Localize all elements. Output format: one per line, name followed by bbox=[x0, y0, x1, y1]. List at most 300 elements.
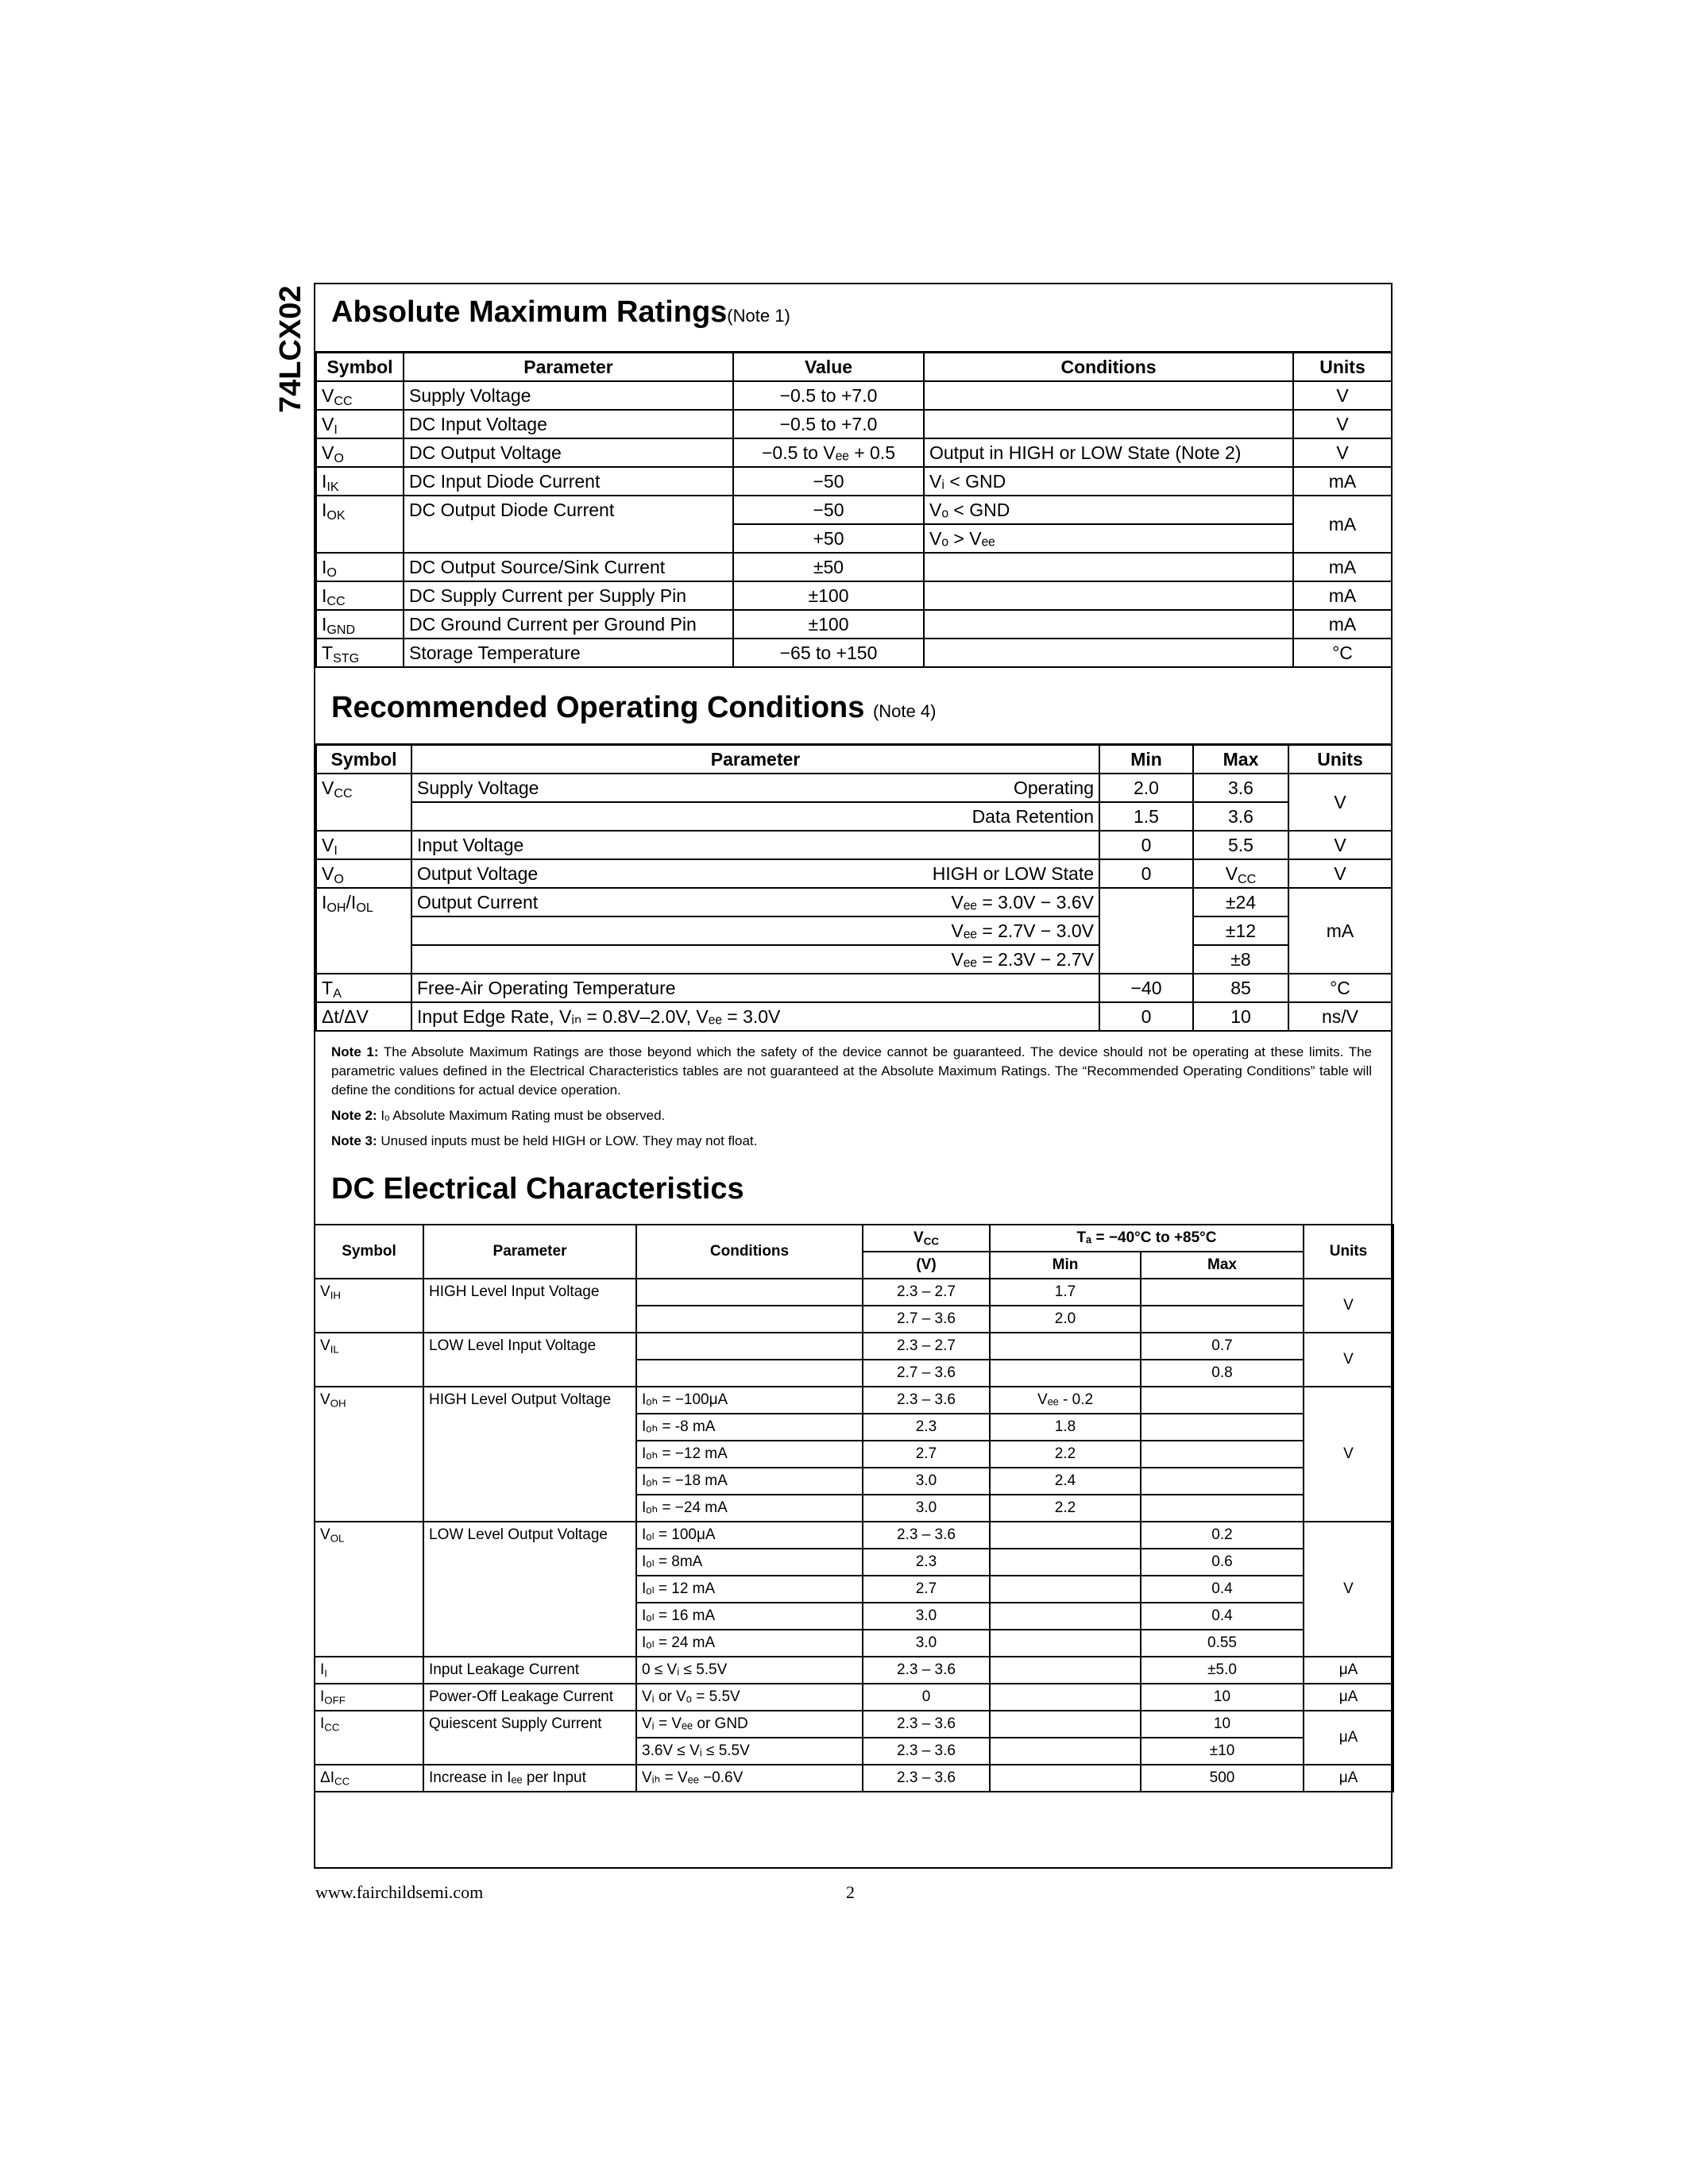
symbol-subscript: O bbox=[334, 451, 344, 466]
dc-conditions bbox=[636, 1306, 863, 1333]
note-1 bbox=[331, 1043, 1372, 1100]
dc-vcc: 2.3 – 2.7 bbox=[863, 1333, 990, 1360]
abs-max-units: V bbox=[1293, 410, 1392, 438]
dc-min bbox=[990, 1603, 1141, 1630]
abs-max-parameter: DC Input Voltage bbox=[404, 410, 733, 438]
dc-max: 0.8 bbox=[1141, 1360, 1304, 1387]
abs-max-symbol bbox=[316, 410, 404, 438]
dc-max: ±10 bbox=[1141, 1738, 1304, 1765]
rec-op-parameter-detail: Vₑₑ = 2.3V − 2.7V bbox=[951, 949, 1094, 970]
dc-row bbox=[315, 1657, 1393, 1684]
symbol-subscript: OL bbox=[330, 1532, 345, 1545]
symbol-subscript: CC bbox=[326, 594, 346, 609]
dc-units: μA bbox=[1304, 1765, 1393, 1792]
rec-op-title-text: Recommended Operating Conditions bbox=[331, 691, 865, 724]
abs-max-symbol bbox=[316, 639, 404, 667]
abs-max-conditions: Output in HIGH or LOW State (Note 2) bbox=[924, 438, 1293, 467]
rec-op-max bbox=[1193, 974, 1288, 1002]
dc-symbol bbox=[315, 1333, 423, 1387]
rec-op-units: °C bbox=[1288, 974, 1392, 1002]
rec-op-parameter-split bbox=[417, 889, 1094, 916]
rec-op-symbol bbox=[316, 859, 411, 888]
dc-min bbox=[990, 1549, 1141, 1576]
rec-op-parameter-split bbox=[417, 1003, 1094, 1030]
rec-op-parameter bbox=[411, 831, 1099, 859]
abs-max-parameter: Supply Voltage bbox=[404, 381, 733, 410]
dc-parameter: Power-Off Leakage Current bbox=[423, 1684, 636, 1711]
dc-units: V bbox=[1304, 1333, 1393, 1387]
dc-min bbox=[990, 1333, 1141, 1360]
note-2-label: Note 2: bbox=[331, 1108, 377, 1123]
rec-op-max bbox=[1193, 774, 1288, 802]
abs-max-symbol bbox=[316, 467, 404, 496]
abs-max-parameter: DC Output Diode Current bbox=[404, 496, 733, 553]
dc-header-symbol: Symbol bbox=[315, 1225, 423, 1279]
dc-header-vcc-unit: (V) bbox=[863, 1252, 990, 1279]
abs-max-row bbox=[316, 496, 1392, 524]
abs-max-conditions: Vₒ < GND bbox=[924, 496, 1293, 524]
rec-op-parameter-detail: Vₑₑ = 3.0V − 3.6V bbox=[951, 892, 1094, 913]
rec-op-note: (Note 4) bbox=[872, 701, 937, 721]
dc-row bbox=[315, 1684, 1393, 1711]
dc-vcc: 2.7 – 3.6 bbox=[863, 1306, 990, 1333]
symbol-subscript: GND bbox=[326, 623, 356, 638]
footer-page-number: 2 bbox=[846, 1882, 855, 1902]
dc-conditions bbox=[636, 1333, 863, 1360]
rec-op-header-cell: Symbol bbox=[316, 745, 411, 774]
dc-table bbox=[314, 1224, 1394, 1792]
dc-header-vcc-sub: CC bbox=[923, 1235, 939, 1248]
rec-op-min: 2.0 bbox=[1099, 774, 1193, 802]
symbol-text: V bbox=[322, 414, 334, 434]
note-3 bbox=[331, 1132, 1372, 1151]
rec-op-parameter-split bbox=[417, 860, 1094, 887]
abs-max-parameter: Storage Temperature bbox=[404, 639, 733, 667]
rec-op-row bbox=[316, 774, 1392, 802]
dc-conditions: Iₒₕ = −100μA bbox=[636, 1387, 863, 1414]
rec-op-header-row bbox=[316, 745, 1392, 774]
footer-url[interactable]: www.fairchildsemi.com bbox=[315, 1882, 484, 1902]
dc-header-vcc-v: V bbox=[914, 1229, 924, 1246]
abs-max-value: ±100 bbox=[733, 610, 924, 639]
rec-op-header-cell: Max bbox=[1193, 745, 1288, 774]
dc-header-max: Max bbox=[1141, 1252, 1304, 1279]
dc-conditions: Iₒₗ = 8mA bbox=[636, 1549, 863, 1576]
part-number-vertical: 74LCX02 bbox=[274, 285, 307, 413]
symbol-subscript: CC bbox=[334, 1775, 350, 1788]
symbol-subscript: O bbox=[326, 565, 337, 581]
dc-parameter: Input Leakage Current bbox=[423, 1657, 636, 1684]
dc-vcc: 2.3 bbox=[863, 1414, 990, 1441]
dc-conditions bbox=[636, 1279, 863, 1306]
abs-max-conditions: Vᵢ < GND bbox=[924, 467, 1293, 496]
dc-max bbox=[1141, 1414, 1304, 1441]
abs-max-conditions bbox=[924, 553, 1293, 581]
dc-symbol bbox=[315, 1684, 423, 1711]
dc-conditions: 3.6V ≤ Vᵢ ≤ 5.5V bbox=[636, 1738, 863, 1765]
dc-conditions: Vᵢₕ = Vₑₑ −0.6V bbox=[636, 1765, 863, 1792]
symbol-subscript: IK bbox=[326, 480, 339, 495]
abs-max-header-cell: Conditions bbox=[924, 353, 1293, 382]
abs-max-row bbox=[316, 438, 1392, 467]
abs-max-units: mA bbox=[1293, 553, 1392, 581]
rec-op-parameter bbox=[411, 974, 1099, 1002]
symbol-subscript: OH bbox=[330, 1397, 346, 1410]
dc-conditions: 0 ≤ Vᵢ ≤ 5.5V bbox=[636, 1657, 863, 1684]
rec-op-symbol bbox=[316, 774, 411, 831]
dc-min bbox=[990, 1684, 1141, 1711]
symbol-text: V bbox=[320, 1337, 330, 1354]
symbol-text: I bbox=[320, 1661, 325, 1678]
dc-units: μA bbox=[1304, 1684, 1393, 1711]
symbol-subscript: I bbox=[324, 1667, 327, 1680]
abs-max-value: −0.5 to +7.0 bbox=[733, 410, 924, 438]
symbol-text: I bbox=[320, 1715, 325, 1732]
rec-op-symbol bbox=[316, 1002, 411, 1031]
dc-max: 10 bbox=[1141, 1711, 1304, 1738]
abs-max-conditions bbox=[924, 581, 1293, 610]
abs-max-parameter: DC Ground Current per Ground Pin bbox=[404, 610, 733, 639]
symbol-subscript: CC bbox=[334, 394, 353, 409]
abs-max-parameter: DC Output Voltage bbox=[404, 438, 733, 467]
dc-row bbox=[315, 1387, 1393, 1414]
rec-op-row bbox=[316, 859, 1392, 888]
rec-op-parameter-text: Free-Air Operating Temperature bbox=[417, 978, 676, 998]
symbol-subscript: CC bbox=[324, 1721, 340, 1734]
dc-units: V bbox=[1304, 1387, 1393, 1522]
symbol-text: T bbox=[322, 642, 334, 663]
abs-max-header-cell: Units bbox=[1293, 353, 1392, 382]
rec-op-max-text: V bbox=[1225, 863, 1238, 884]
dc-min bbox=[990, 1711, 1141, 1738]
dc-max bbox=[1141, 1468, 1304, 1495]
abs-max-units: mA bbox=[1293, 581, 1392, 610]
abs-max-units: V bbox=[1293, 438, 1392, 467]
rec-op-parameter bbox=[411, 945, 1099, 974]
dc-min bbox=[990, 1576, 1141, 1603]
abs-max-symbol bbox=[316, 438, 404, 467]
abs-max-units: V bbox=[1293, 381, 1392, 410]
rec-op-units: mA bbox=[1288, 888, 1392, 974]
rec-op-parameter-detail: Operating bbox=[1013, 778, 1094, 798]
dc-row bbox=[315, 1765, 1393, 1792]
rec-op-row bbox=[316, 888, 1392, 916]
abs-max-conditions bbox=[924, 610, 1293, 639]
dc-conditions: Iₒₕ = −18 mA bbox=[636, 1468, 863, 1495]
symbol-subscript: IH bbox=[330, 1289, 341, 1302]
rec-op-max-text: 5.5 bbox=[1228, 835, 1253, 855]
rec-op-max: ±8 bbox=[1193, 945, 1288, 974]
dc-parameter: HIGH Level Input Voltage bbox=[423, 1279, 636, 1333]
abs-max-parameter: DC Output Source/Sink Current bbox=[404, 553, 733, 581]
rec-op-row bbox=[316, 974, 1392, 1002]
abs-max-symbol bbox=[316, 496, 404, 553]
dc-units: V bbox=[1304, 1279, 1393, 1333]
abs-max-conditions: Vₒ > Vₑₑ bbox=[924, 524, 1293, 553]
dc-header-ta: Tₐ = −40°C to +85°C bbox=[990, 1225, 1304, 1252]
dc-max: 0.6 bbox=[1141, 1549, 1304, 1576]
rec-op-max bbox=[1193, 1002, 1288, 1031]
symbol-subscript: OFF bbox=[324, 1694, 346, 1707]
rec-op-max bbox=[1193, 859, 1288, 888]
rec-op-parameter-detail: Vₑₑ = 2.7V − 3.0V bbox=[951, 920, 1094, 941]
dc-vcc: 0 bbox=[863, 1684, 990, 1711]
symbol-text: V bbox=[322, 835, 334, 855]
note-2 bbox=[331, 1106, 1372, 1125]
rec-op-parameter bbox=[411, 916, 1099, 945]
abs-max-conditions bbox=[924, 639, 1293, 667]
rec-op-units: V bbox=[1288, 774, 1392, 831]
dc-conditions: Vᵢ = Vₑₑ or GND bbox=[636, 1711, 863, 1738]
dc-units: μA bbox=[1304, 1711, 1393, 1765]
rec-op-header-cell: Parameter bbox=[411, 745, 1099, 774]
dc-min: Vₑₑ - 0.2 bbox=[990, 1387, 1141, 1414]
abs-max-header-cell: Parameter bbox=[404, 353, 733, 382]
dc-min bbox=[990, 1657, 1141, 1684]
rec-op-parameter-text: Input Voltage bbox=[417, 835, 524, 855]
abs-max-row bbox=[316, 410, 1392, 438]
dc-row bbox=[315, 1279, 1393, 1306]
dc-conditions bbox=[636, 1360, 863, 1387]
symbol-text: V bbox=[320, 1391, 330, 1408]
rec-op-parameter-split bbox=[417, 974, 1094, 1001]
abs-max-value: +50 bbox=[733, 524, 924, 553]
symbol-subscript: STG bbox=[333, 651, 360, 666]
dc-min: 1.7 bbox=[990, 1279, 1141, 1306]
dc-parameter: Increase in Iₑₑ per Input bbox=[423, 1765, 636, 1792]
abs-max-row bbox=[316, 639, 1392, 667]
rec-op-title bbox=[331, 691, 936, 725]
dc-vcc: 2.7 bbox=[863, 1576, 990, 1603]
symbol-subscript: I bbox=[334, 843, 338, 859]
dc-header-conditions: Conditions bbox=[636, 1225, 863, 1279]
dc-conditions: Iₒₕ = −12 mA bbox=[636, 1441, 863, 1468]
rec-op-header-cell: Min bbox=[1099, 745, 1193, 774]
symbol-text: V bbox=[320, 1283, 330, 1300]
dc-min: 2.2 bbox=[990, 1495, 1141, 1522]
abs-max-value: −50 bbox=[733, 467, 924, 496]
abs-max-units: mA bbox=[1293, 496, 1392, 553]
rec-op-row bbox=[316, 831, 1392, 859]
dc-vcc: 2.7 bbox=[863, 1441, 990, 1468]
rec-op-parameter bbox=[411, 774, 1099, 802]
symbol-text: V bbox=[320, 1526, 330, 1543]
abs-max-value: ±100 bbox=[733, 581, 924, 610]
dc-symbol bbox=[315, 1657, 423, 1684]
rec-op-max: 3.6 bbox=[1193, 802, 1288, 831]
content-frame bbox=[314, 283, 1393, 1869]
rec-op-min: 0 bbox=[1099, 831, 1193, 859]
symbol-text: V bbox=[322, 442, 334, 463]
dc-min: 2.2 bbox=[990, 1441, 1141, 1468]
dc-symbol bbox=[315, 1522, 423, 1657]
note-1-label: Note 1: bbox=[331, 1044, 379, 1059]
dc-vcc: 2.3 – 2.7 bbox=[863, 1279, 990, 1306]
abs-max-row bbox=[316, 610, 1392, 639]
abs-max-title-text: Absolute Maximum Ratings bbox=[331, 295, 728, 329]
dc-symbol bbox=[315, 1711, 423, 1765]
symbol-text: I bbox=[322, 500, 327, 520]
rec-op-max-text: 3.6 bbox=[1228, 778, 1253, 798]
rec-op-parameter bbox=[411, 888, 1099, 916]
rec-op-parameter-split bbox=[417, 832, 1094, 859]
rec-op-parameter bbox=[411, 1002, 1099, 1031]
dc-conditions: Iₒₗ = 16 mA bbox=[636, 1603, 863, 1630]
dc-vcc: 2.3 – 3.6 bbox=[863, 1657, 990, 1684]
abs-max-row bbox=[316, 381, 1392, 410]
dc-min bbox=[990, 1360, 1141, 1387]
symbol-text: V bbox=[322, 863, 334, 884]
abs-max-value: −65 to +150 bbox=[733, 639, 924, 667]
abs-max-row bbox=[316, 581, 1392, 610]
note-1-text: The Absolute Maximum Ratings are those beyond which the safety of the device cannot be guaranteed. The device should not be operating at these limits. The parametric values defined in the Electrical Characteristics tables are not guaranteed at the Absolute Maximum Ratings. The “Recommended Operating Conditions” table will define the conditions for actual device operation. bbox=[331, 1044, 1372, 1098]
dc-max: ±5.0 bbox=[1141, 1657, 1304, 1684]
rec-op-parameter-split bbox=[417, 917, 1094, 944]
abs-max-header-cell: Value bbox=[733, 353, 924, 382]
symbol-subscript: A bbox=[333, 986, 342, 1001]
rec-op-symbol bbox=[316, 888, 411, 974]
dc-max bbox=[1141, 1387, 1304, 1414]
rec-op-header-cell: Units bbox=[1288, 745, 1392, 774]
dc-max bbox=[1141, 1279, 1304, 1306]
dc-header-vcc bbox=[863, 1225, 990, 1252]
rec-op-row bbox=[316, 1002, 1392, 1031]
rec-op-symbol bbox=[316, 831, 411, 859]
dc-vcc: 2.3 – 3.6 bbox=[863, 1765, 990, 1792]
symbol-text: Δt/ΔV bbox=[322, 1006, 369, 1027]
rec-op-parameter-split bbox=[417, 774, 1094, 801]
abs-max-units: mA bbox=[1293, 610, 1392, 639]
abs-max-title bbox=[331, 295, 790, 330]
dc-parameter: Quiescent Supply Current bbox=[423, 1711, 636, 1765]
symbol-subscript: O bbox=[334, 872, 344, 887]
rec-op-row bbox=[316, 945, 1392, 974]
dc-conditions: Iₒₗ = 100μA bbox=[636, 1522, 863, 1549]
dc-units: μA bbox=[1304, 1657, 1393, 1684]
notes-block bbox=[331, 1043, 1372, 1157]
dc-vcc: 2.3 – 3.6 bbox=[863, 1711, 990, 1738]
rec-op-min: −40 bbox=[1099, 974, 1193, 1002]
note-3-text: Unused inputs must be held HIGH or LOW. They may not float. bbox=[380, 1133, 758, 1148]
dc-vcc: 2.7 – 3.6 bbox=[863, 1360, 990, 1387]
symbol-text: V bbox=[322, 385, 334, 406]
rec-op-parameter-split bbox=[417, 946, 1094, 973]
rec-op-parameter-text: Input Edge Rate, Vᵢₙ = 0.8V–2.0V, Vₑₑ = 3.0V bbox=[417, 1006, 781, 1027]
symbol-text-b: /I bbox=[346, 892, 357, 913]
dc-title: DC Electrical Characteristics bbox=[331, 1172, 744, 1206]
symbol-subscript: OH bbox=[326, 901, 346, 916]
symbol-subscript-b: OL bbox=[356, 901, 373, 916]
abs-max-header-cell: Symbol bbox=[316, 353, 404, 382]
abs-max-symbol bbox=[316, 610, 404, 639]
dc-units: V bbox=[1304, 1522, 1393, 1657]
dc-vcc: 3.0 bbox=[863, 1468, 990, 1495]
abs-max-table bbox=[315, 351, 1393, 668]
rec-op-max bbox=[1193, 831, 1288, 859]
abs-max-units: °C bbox=[1293, 639, 1392, 667]
rec-op-max: ±12 bbox=[1193, 916, 1288, 945]
dc-min bbox=[990, 1738, 1141, 1765]
dc-symbol bbox=[315, 1765, 423, 1792]
dc-header-min: Min bbox=[990, 1252, 1141, 1279]
dc-conditions: Iₒₕ = -8 mA bbox=[636, 1414, 863, 1441]
abs-max-value: −0.5 to Vₑₑ + 0.5 bbox=[733, 438, 924, 467]
dc-symbol bbox=[315, 1387, 423, 1522]
rec-op-parameter-text: Output Voltage bbox=[417, 863, 539, 884]
dc-max: 0.4 bbox=[1141, 1576, 1304, 1603]
dc-vcc: 3.0 bbox=[863, 1630, 990, 1657]
abs-max-conditions bbox=[924, 410, 1293, 438]
dc-conditions: Iₒₗ = 12 mA bbox=[636, 1576, 863, 1603]
dc-min: 2.4 bbox=[990, 1468, 1141, 1495]
symbol-subscript: OK bbox=[326, 508, 346, 523]
dc-parameter: LOW Level Output Voltage bbox=[423, 1522, 636, 1657]
symbol-subscript: CC bbox=[334, 786, 353, 801]
abs-max-value: ±50 bbox=[733, 553, 924, 581]
symbol-text: I bbox=[322, 471, 327, 492]
rec-op-parameter-detail: HIGH or LOW State bbox=[932, 863, 1094, 884]
dc-max: 0.55 bbox=[1141, 1630, 1304, 1657]
symbol-text: I bbox=[322, 557, 327, 577]
symbol-text: T bbox=[322, 978, 334, 998]
abs-max-row bbox=[316, 553, 1392, 581]
dc-header-units: Units bbox=[1304, 1225, 1393, 1279]
dc-max: 0.4 bbox=[1141, 1603, 1304, 1630]
note-2-text: Iₒ Absolute Maximum Rating must be observed. bbox=[380, 1108, 666, 1123]
symbol-text: V bbox=[322, 778, 334, 798]
abs-max-note: (Note 1) bbox=[727, 306, 790, 326]
rec-op-max: ±24 bbox=[1193, 888, 1288, 916]
rec-op-units: V bbox=[1288, 859, 1392, 888]
dc-symbol bbox=[315, 1279, 423, 1333]
dc-max bbox=[1141, 1441, 1304, 1468]
rec-op-parameter bbox=[411, 859, 1099, 888]
rec-op-min: 0 bbox=[1099, 1002, 1193, 1031]
dc-header-parameter: Parameter bbox=[423, 1225, 636, 1279]
abs-max-symbol bbox=[316, 381, 404, 410]
dc-row bbox=[315, 1711, 1393, 1738]
dc-vcc: 2.3 – 3.6 bbox=[863, 1522, 990, 1549]
rec-op-min bbox=[1099, 888, 1193, 974]
rec-op-row-cont bbox=[316, 802, 1392, 831]
rec-op-symbol bbox=[316, 974, 411, 1002]
symbol-text: I bbox=[320, 1688, 325, 1705]
dc-conditions: Vᵢ or Vₒ = 5.5V bbox=[636, 1684, 863, 1711]
rec-op-row bbox=[316, 916, 1392, 945]
dc-conditions: Iₒₗ = 24 mA bbox=[636, 1630, 863, 1657]
rec-op-parameter-text: Supply Voltage bbox=[417, 778, 539, 798]
rec-op-max-text: 10 bbox=[1230, 1006, 1251, 1027]
abs-max-conditions bbox=[924, 381, 1293, 410]
rec-op-min: 0 bbox=[1099, 859, 1193, 888]
dc-min: 1.8 bbox=[990, 1414, 1141, 1441]
rec-op-parameter: Data Retention bbox=[411, 802, 1099, 831]
dc-vcc: 3.0 bbox=[863, 1603, 990, 1630]
abs-max-value: −0.5 to +7.0 bbox=[733, 381, 924, 410]
dc-conditions: Iₒₕ = −24 mA bbox=[636, 1495, 863, 1522]
dc-parameter: HIGH Level Output Voltage bbox=[423, 1387, 636, 1522]
dc-vcc: 2.3 – 3.6 bbox=[863, 1387, 990, 1414]
dc-max: 0.2 bbox=[1141, 1522, 1304, 1549]
abs-max-header-row bbox=[316, 353, 1392, 382]
rec-op-max-subscript: CC bbox=[1238, 872, 1257, 887]
dc-row bbox=[315, 1522, 1393, 1549]
symbol-text: I bbox=[322, 892, 327, 913]
abs-max-parameter: DC Input Diode Current bbox=[404, 467, 733, 496]
dc-parameter: LOW Level Input Voltage bbox=[423, 1333, 636, 1387]
rec-op-min: 1.5 bbox=[1099, 802, 1193, 831]
abs-max-units: mA bbox=[1293, 467, 1392, 496]
